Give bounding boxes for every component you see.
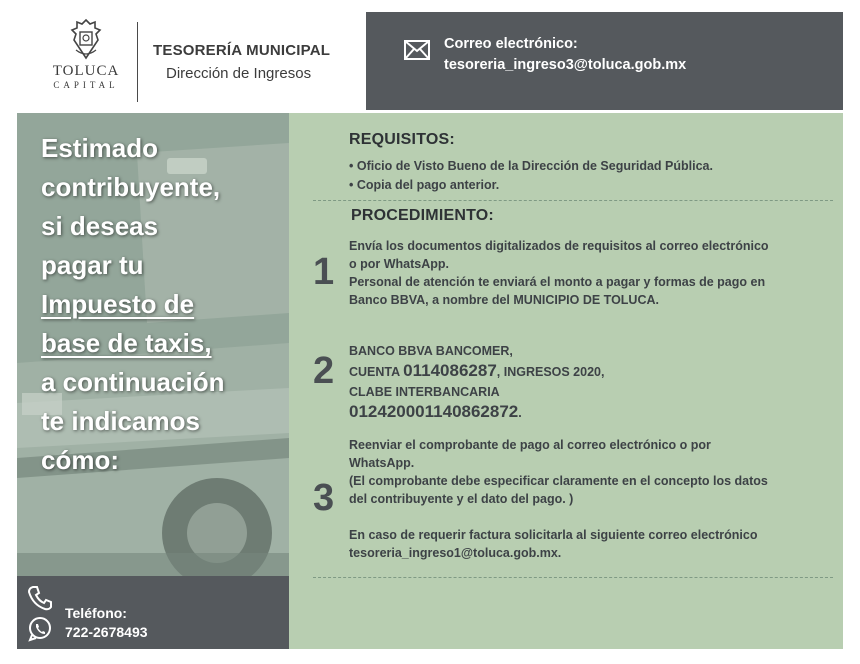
email-address-link[interactable]: tesoreria_ingreso3@toluca.gob.mx [444, 57, 687, 73]
headline-line: pagar tu [41, 250, 144, 280]
info-panel [289, 113, 843, 649]
step-number: 3 [313, 477, 335, 519]
org-title: TESORERÍA MUNICIPAL [153, 42, 331, 59]
headline-line: te indicamos [41, 406, 200, 436]
text-line: Personal de atención te enviará el monto a pagar y formas de pago en [349, 275, 766, 289]
toluca-crest-icon [66, 18, 106, 62]
procedimiento-title: PROCEDIMIENTO: [351, 207, 494, 224]
account-number: 0114086287 [403, 361, 497, 380]
clabe-label: CLABE INTERBANCARIA [349, 385, 500, 399]
logo-name: TOLUCA [52, 63, 120, 79]
dashed-divider [313, 577, 833, 578]
list-item: • Copia del pago anterior. [349, 176, 713, 195]
step-2-text [349, 341, 829, 423]
phone-icon [27, 585, 53, 611]
text-line: Reenviar el comprobante de pago al correo electrónico o por [349, 438, 711, 452]
logo-subtitle: CAPITAL [53, 80, 119, 90]
headline-line-underlined: Impuesto de [41, 289, 195, 319]
text-line: WhatsApp. [349, 456, 415, 470]
clabe-number: 012420001140862872 [349, 402, 519, 421]
text-line: (El comprobante debe especificar claramente en el concepto los datos [349, 474, 768, 488]
clabe-suffix: . [518, 406, 522, 420]
contact-email-box [366, 12, 843, 110]
step-number: 1 [313, 251, 335, 293]
headline-line: contribuyente, [41, 172, 221, 202]
headline-line: si deseas [41, 211, 159, 241]
headline-line-underlined: base de taxis, [41, 328, 212, 358]
headline [41, 129, 281, 480]
whatsapp-icon [27, 616, 53, 642]
email-label: Correo electrónico: [444, 36, 578, 52]
headline-line: cómo: [41, 445, 119, 475]
requisitos-list [349, 157, 713, 195]
spacer [349, 508, 829, 526]
account-suffix: , INGRESOS 2020, [496, 365, 605, 379]
toluca-logo [40, 18, 132, 104]
step-number: 2 [313, 350, 335, 392]
step-1-text [349, 237, 829, 309]
headline-line: Estimado [41, 133, 159, 163]
text-line: Envía los documentos digitalizados de requisitos al correo electrónico [349, 239, 769, 253]
account-label: CUENTA [349, 365, 404, 379]
header-divider [137, 22, 138, 102]
phone-label: Teléfono: [65, 605, 127, 621]
text-line: En caso de requerir factura solicitarla al siguiente correo electrónico [349, 528, 758, 542]
taxi-photo-panel [17, 113, 289, 576]
step-3-text [349, 436, 829, 562]
list-item: • Oficio de Visto Bueno de la Dirección de Seguridad Pública. [349, 157, 713, 176]
envelope-icon [404, 40, 430, 60]
clabe-line [349, 402, 829, 423]
text-line: del contribuyente y el dato del pago. ) [349, 492, 574, 506]
requisitos-title: REQUISITOS: [349, 131, 455, 148]
phone-number-link[interactable]: 722-2678493 [65, 624, 148, 640]
text-line: o por WhatsApp. [349, 257, 449, 271]
headline-line: a continuación [41, 367, 225, 397]
account-line [349, 361, 829, 382]
bank-name: BANCO BBVA BANCOMER, [349, 344, 513, 358]
dashed-divider [313, 200, 833, 201]
org-subtitle: Dirección de Ingresos [166, 65, 312, 82]
text-line: Banco BBVA, a nombre del MUNICIPIO DE TOLUCA. [349, 293, 659, 307]
phone-contact-box [17, 576, 289, 649]
invoice-email-link[interactable]: tesoreria_ingreso1@toluca.gob.mx. [349, 546, 562, 560]
